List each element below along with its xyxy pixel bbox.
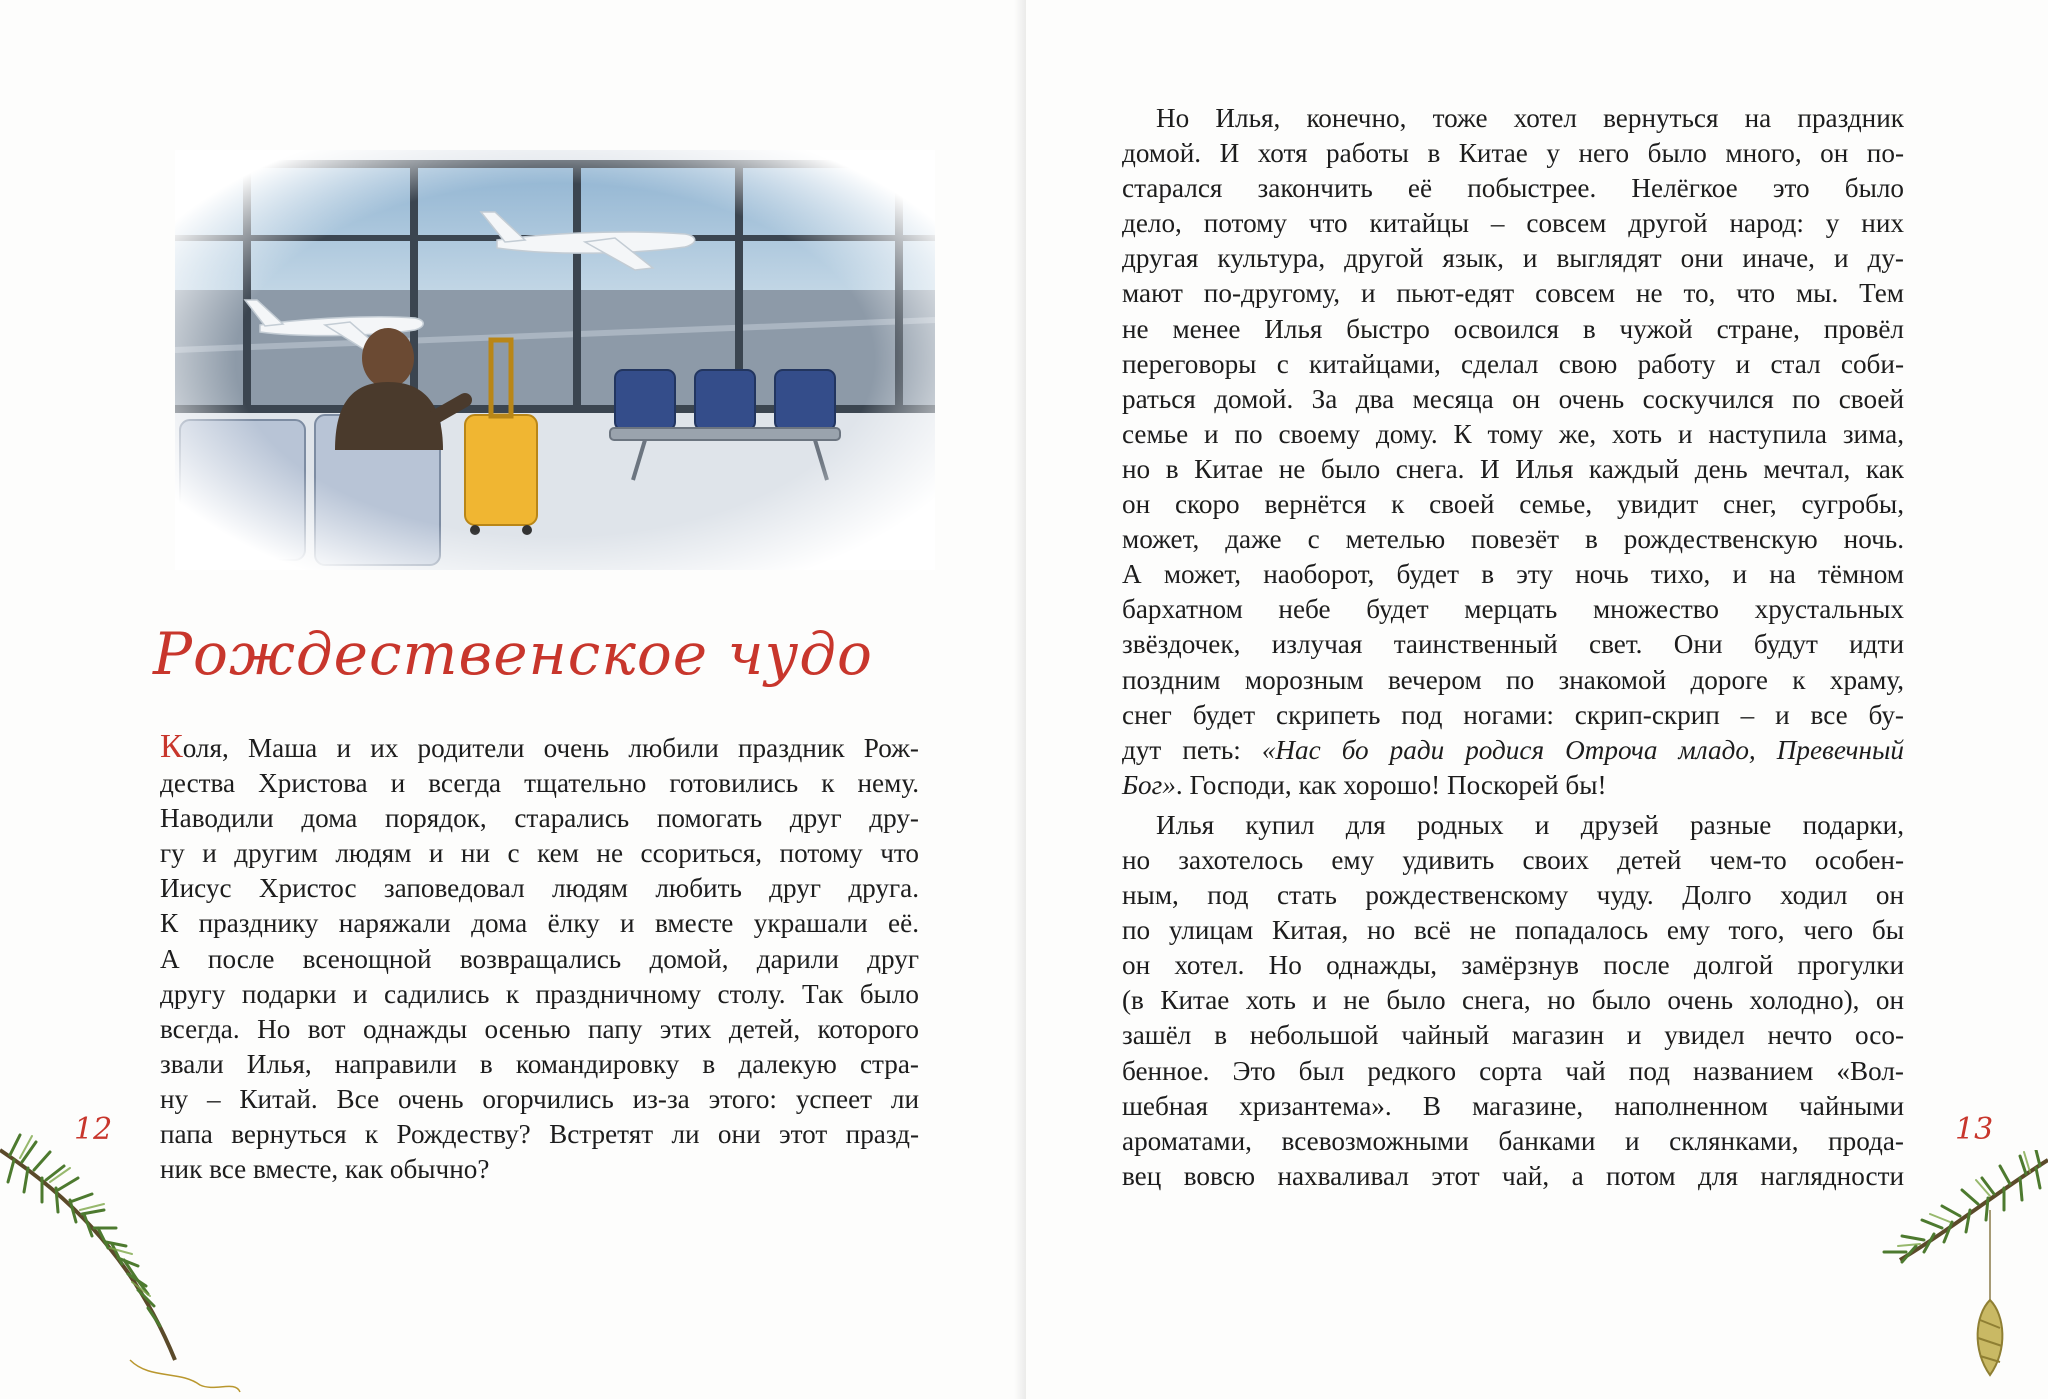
right-body-text	[1122, 101, 1904, 1194]
text-line: переговоры с китайцами, сделал свою работу и стал соби-	[1122, 348, 1904, 379]
text-line: ным, под стать рождественскому чуду. Долго ходил он	[1122, 880, 1904, 911]
prayer-quote-end: Бог»	[1122, 769, 1176, 800]
text-line: мают по-другому, и пьют-едят совсем не то, что мы. Тем	[1122, 278, 1904, 309]
text-line: Но Илья, конечно, тоже хотел вернуться на праздник	[1156, 103, 1904, 133]
right-page	[1026, 0, 2048, 1399]
text-line: он хотел. Но однажды, замёрзнув после долгой прогулки	[1122, 950, 1904, 981]
left-body-text	[160, 729, 919, 1187]
text-line: Наводили дома порядок, старались помогать друг дру-	[160, 803, 919, 834]
text-line: шебная хризантема». В магазине, наполненном чайными	[1122, 1090, 1904, 1121]
text-line: звали Илья, направили в командировку в далекую стра-	[160, 1048, 919, 1079]
airport-illustration	[175, 150, 935, 570]
text-line: может, даже с метелью повезёт в рождественскую ночь.	[1122, 524, 1904, 555]
text-line: Иисус Христос заповедовал людям любить друг друга.	[160, 873, 919, 904]
text-line: А после всенощной возвращались домой, дарили друг	[160, 943, 919, 974]
text-line: но захотелось ему удивить своих детей чем-то особен-	[1122, 844, 1904, 875]
story-title: Рождественское чудо	[153, 620, 873, 688]
text-line: он скоро вернётся к своей семье, увидит снег, сугробы,	[1122, 489, 1904, 520]
text-line: Илья купил для родных и друзей разные подарки,	[1156, 809, 1904, 840]
fir-branch-left-icon	[0, 1130, 280, 1399]
text-line: но в Китае не было снега. И Илья каждый день мечтал, как	[1122, 453, 1904, 484]
fir-branch-right-icon	[1840, 1150, 2048, 1399]
text-line: по улицам Китая, но всё не попадалось ему того, чего бы	[1122, 915, 1904, 946]
text-line: дут петь: «Нас бо ради родися Отроча младо, Превечный	[1122, 734, 1905, 765]
text-line: зашёл в небольшой чайный магазин и увидел нечто осо-	[1122, 1020, 1904, 1051]
text-line: бенное. Это был редкого сорта чай под названием «Вол-	[1122, 1055, 1904, 1086]
text-line: бархатном небе будет мерцать множество хрустальных	[1122, 594, 1904, 625]
page-number-right: 13	[1955, 1112, 1994, 1147]
text-line: гу и другим людям и ни с кем не ссориться, потому что	[160, 838, 919, 869]
text-line: звёздочек, излучая таинственный свет. Они будут идти	[1122, 629, 1904, 660]
text-line: домой. И хотя работы в Китае у него было много, он по-	[1122, 138, 1904, 169]
text-line: дело, потому что китайцы – совсем другой народ: у них	[1122, 208, 1904, 239]
text-line: другая культура, другой язык, и выглядят они иначе, и ду-	[1122, 243, 1904, 274]
text-line: ник все вместе, как обычно?	[160, 1154, 490, 1185]
text-line: семье и по своему дому. К тому же, хоть и наступила зима,	[1122, 418, 1904, 449]
text-line: раться домой. За два месяца он очень соскучился по своей	[1122, 383, 1904, 414]
text-line: другу подарки и садились к праздничному столу. Так было	[160, 978, 919, 1009]
text-line: ну – Китай. Все очень огорчились из-за этого: успеет ли	[160, 1083, 919, 1114]
prayer-quote: «Нас бо ради родися Отроча младо, Превечный	[1261, 734, 1905, 765]
text-line: поздним морозным вечером по знакомой дороге к храму,	[1122, 664, 1904, 695]
page-number-left: 12	[74, 1112, 113, 1147]
text-line: папа вернуться к Рождеству? Встретят ли они этот празд-	[160, 1119, 919, 1150]
text-line: всегда. Но вот однажды осенью папу этих детей, которого	[160, 1013, 919, 1044]
text-line: вец вовсю нахваливал этот чай, а потом для наглядности	[1122, 1160, 1904, 1191]
text-line: ароматами, всевозможными банками и склянками, прода-	[1122, 1125, 1904, 1156]
text-line: снег будет скрипеть под ногами: скрип-скрип – и все бу-	[1122, 699, 1904, 730]
text-line: не менее Илья быстро освоился в чужой стране, провёл	[1122, 313, 1904, 344]
dropcap: К	[160, 728, 183, 765]
text-line: Коля, Маша и их родители очень любили праздник Рож-	[160, 728, 919, 765]
text-line: старался закончить её побыстрее. Нелёгкое это было	[1122, 173, 1904, 204]
text-line: А может, наоборот, будет в эту ночь тихо, и на тёмном	[1122, 559, 1904, 590]
text-line: К празднику наряжали дома ёлку и вместе украшали её.	[160, 908, 919, 939]
text-line: Бог». Господи, как хорошо! Поскорей бы!	[1122, 769, 1607, 800]
text-line: (в Китае хоть и не было снега, но было очень холодно), он	[1122, 985, 1904, 1016]
text-line: дества Христова и всегда тщательно готовились к нему.	[160, 768, 919, 799]
